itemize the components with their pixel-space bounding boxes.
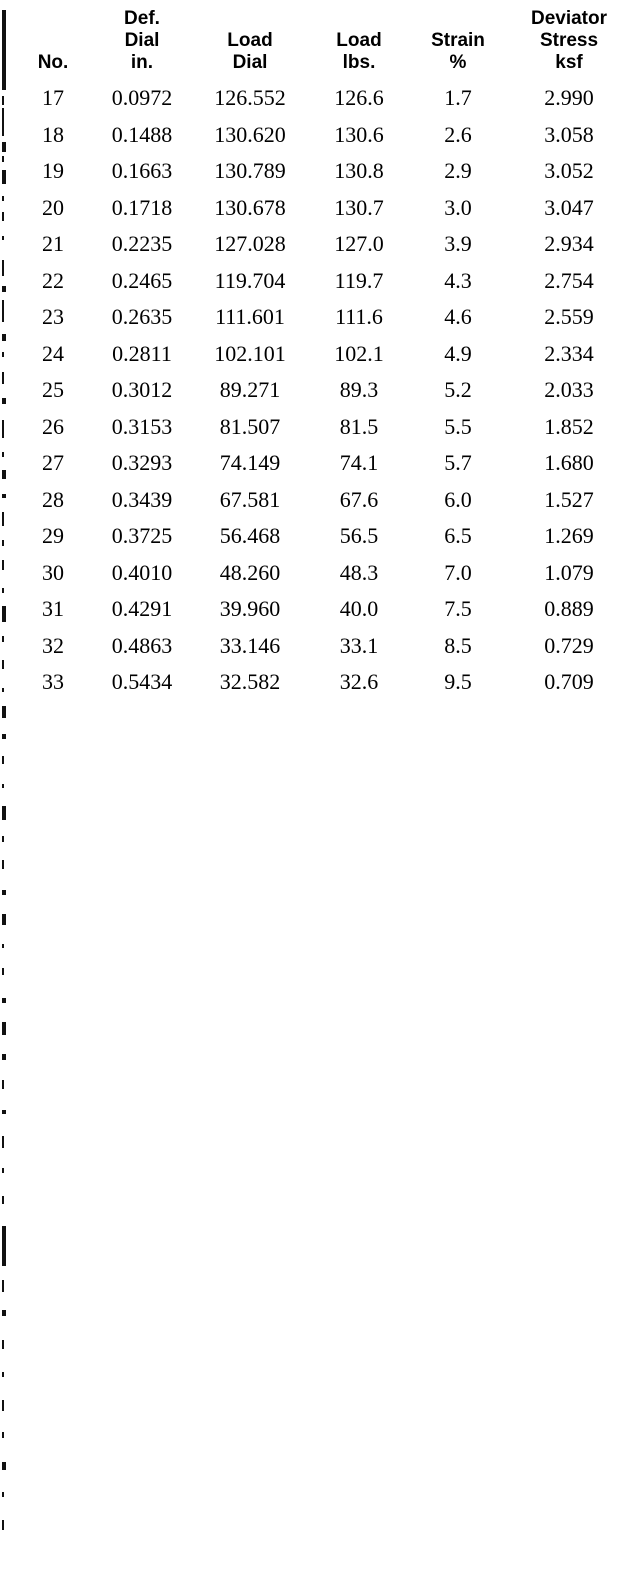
scan-speckle: [2, 1372, 4, 1377]
scan-speckle: [2, 1310, 6, 1316]
cell-strain: 4.6: [444, 304, 472, 329]
scan-speckle: [2, 890, 6, 895]
scan-speckle: [2, 494, 6, 498]
cell-load_dial: 81.507: [219, 413, 281, 439]
scan-speckle: [2, 10, 6, 90]
cell-load_lbs: 130.7: [334, 194, 384, 220]
scan-speckle: [2, 1520, 4, 1530]
column-header-line: Dial: [232, 52, 268, 73]
scan-speckle: [2, 1280, 4, 1292]
column-header-line: [410, 8, 506, 30]
cell-dev_stress: 1.269: [544, 523, 594, 548]
cell-def_dial: 0.3012: [111, 377, 173, 402]
cell-dev_stress: 0.729: [544, 632, 594, 658]
cell-dev_stress: 2.334: [544, 340, 594, 366]
cell-no: 22: [42, 267, 64, 293]
scan-speckle: [2, 108, 4, 136]
scan-speckle: [2, 588, 4, 593]
cell-load_dial: 127.028: [214, 231, 286, 256]
cell-no: 19: [42, 158, 64, 183]
scan-speckle: [2, 636, 4, 642]
column-header-no: [14, 8, 92, 80]
scan-speckle: [2, 756, 4, 764]
cell-load_dial: 48.260: [219, 559, 281, 585]
cell-dev_stress: 3.052: [544, 158, 594, 183]
scan-speckle: [2, 944, 4, 948]
table-row: [14, 190, 632, 227]
scan-speckle: [2, 512, 4, 526]
cell-no: 21: [42, 231, 64, 256]
cell-no: 25: [42, 377, 64, 402]
table-row: [14, 555, 632, 592]
scan-speckle: [2, 1080, 4, 1089]
cell-strain: 7.5: [444, 596, 472, 621]
column-header-line: ksf: [555, 52, 583, 73]
table-row: [14, 372, 632, 409]
column-header-line: [192, 8, 308, 30]
scan-speckle: [2, 236, 4, 240]
cell-load_dial: 102.101: [214, 340, 286, 366]
scan-speckle: [2, 1136, 4, 1148]
cell-load_lbs: 102.1: [334, 340, 384, 366]
cell-def_dial: 0.3439: [111, 486, 173, 512]
scan-speckle: [2, 1054, 6, 1060]
cell-load_dial: 111.601: [215, 304, 285, 329]
cell-strain: 1.7: [444, 85, 472, 110]
column-header-line: lbs.: [342, 52, 376, 73]
scan-speckle: [2, 660, 4, 669]
scan-speckle: [2, 784, 4, 788]
column-header-load-lbs: [308, 8, 410, 80]
cell-load_dial: 74.149: [219, 450, 281, 475]
table-row: [14, 336, 632, 373]
cell-load_lbs: 119.7: [334, 267, 384, 293]
scan-speckle: [2, 1110, 6, 1114]
cell-load_dial: 33.146: [219, 632, 281, 658]
cell-strain: 3.9: [444, 231, 472, 256]
cell-def_dial: 0.3293: [111, 450, 173, 475]
cell-dev_stress: 1.527: [544, 486, 594, 512]
cell-def_dial: 0.3153: [111, 413, 173, 439]
cell-no: 29: [42, 523, 64, 548]
column-header-line: Stress: [539, 30, 599, 51]
document-page: [14, 0, 640, 1576]
scan-speckle: [2, 688, 4, 692]
scan-speckle: [2, 156, 4, 162]
column-header-strain: [410, 8, 506, 80]
cell-load_lbs: 111.6: [335, 304, 383, 329]
cell-no: 20: [42, 194, 64, 220]
column-header-line: Def.: [124, 8, 160, 29]
scan-speckle: [2, 1226, 6, 1266]
cell-dev_stress: 1.680: [544, 450, 594, 475]
scan-speckle: [2, 706, 6, 718]
scan-speckle: [2, 420, 4, 438]
cell-strain: 3.0: [444, 194, 472, 220]
scan-speckle: [2, 352, 4, 357]
cell-load_dial: 126.552: [214, 85, 286, 110]
scan-speckle: [2, 1400, 4, 1411]
table-row: [14, 664, 632, 701]
cell-no: 17: [42, 85, 64, 110]
column-header-def-dial: [92, 8, 192, 80]
cell-strain: 5.2: [444, 377, 472, 402]
cell-no: 24: [42, 340, 64, 366]
cell-no: 27: [42, 450, 64, 475]
cell-def_dial: 0.5434: [111, 669, 173, 694]
column-header-line: No.: [37, 52, 69, 73]
cell-dev_stress: 0.889: [544, 596, 594, 621]
scan-speckle: [2, 998, 6, 1003]
table-row: [14, 409, 632, 446]
table-row: [14, 591, 632, 628]
cell-no: 31: [42, 596, 64, 621]
cell-strain: 4.9: [444, 340, 472, 366]
cell-load_lbs: 81.5: [339, 413, 379, 439]
cell-load_lbs: 33.1: [339, 632, 379, 658]
cell-load_dial: 56.468: [219, 523, 281, 548]
cell-strain: 5.7: [444, 450, 472, 475]
scan-speckle: [2, 170, 6, 184]
scan-edge-artifact: [0, 0, 14, 1576]
scan-speckle: [2, 260, 4, 276]
table-row: [14, 117, 632, 154]
cell-def_dial: 0.4863: [111, 632, 173, 658]
scan-speckle: [2, 96, 4, 105]
scan-speckle: [2, 1022, 6, 1035]
cell-dev_stress: 2.559: [544, 304, 594, 329]
cell-no: 18: [42, 121, 64, 147]
scan-speckle: [2, 470, 6, 479]
cell-load_lbs: 56.5: [339, 523, 379, 548]
cell-strain: 5.5: [444, 413, 472, 439]
table-row: [14, 226, 632, 263]
scan-speckle: [2, 334, 6, 341]
column-header-dev-stress: [506, 8, 632, 80]
cell-strain: 2.6: [444, 121, 472, 147]
cell-no: 23: [42, 304, 64, 329]
scan-speckle: [2, 212, 4, 221]
cell-strain: 2.9: [444, 158, 472, 183]
table-row: [14, 482, 632, 519]
cell-load_dial: 130.789: [214, 158, 286, 183]
cell-load_lbs: 130.8: [334, 158, 384, 183]
scan-speckle: [2, 968, 4, 975]
cell-load_dial: 119.704: [214, 267, 286, 293]
cell-load_dial: 39.960: [219, 596, 281, 621]
scan-speckle: [2, 836, 4, 842]
cell-def_dial: 0.4010: [111, 559, 173, 585]
table-row: [14, 299, 632, 336]
table-row: [14, 80, 632, 117]
cell-def_dial: 0.2465: [111, 267, 173, 293]
cell-def_dial: 0.1488: [111, 121, 173, 147]
cell-def_dial: 0.4291: [111, 596, 173, 621]
cell-load_lbs: 67.6: [339, 486, 379, 512]
scan-speckle: [2, 398, 6, 404]
cell-dev_stress: 3.058: [544, 121, 594, 147]
column-header-line: Load: [227, 30, 273, 51]
column-header-line: Deviator: [530, 8, 608, 29]
cell-dev_stress: 3.047: [544, 194, 594, 220]
table-header: [14, 8, 632, 80]
cell-load_lbs: 40.0: [339, 596, 379, 621]
cell-load_lbs: 130.6: [334, 121, 384, 147]
cell-def_dial: 0.2635: [111, 304, 173, 329]
cell-load_dial: 89.271: [219, 377, 281, 402]
cell-dev_stress: 2.754: [544, 267, 594, 293]
cell-strain: 4.3: [444, 267, 472, 293]
scan-speckle: [2, 860, 4, 869]
cell-load_dial: 67.581: [219, 486, 281, 512]
cell-no: 32: [42, 632, 64, 658]
scan-speckle: [2, 1340, 4, 1349]
scan-speckle: [2, 1196, 4, 1204]
cell-load_lbs: 89.3: [339, 377, 379, 402]
cell-no: 30: [42, 559, 64, 585]
scan-speckle: [2, 560, 4, 570]
scan-speckle: [2, 142, 6, 152]
cell-def_dial: 0.1663: [111, 158, 173, 183]
column-header-line: [14, 30, 92, 52]
scan-speckle: [2, 452, 4, 457]
column-header-line: %: [449, 52, 467, 73]
scan-speckle: [2, 606, 6, 622]
scan-speckle: [2, 1462, 6, 1470]
cell-strain: 8.5: [444, 632, 472, 658]
column-header-line: Dial: [124, 30, 160, 51]
cell-dev_stress: 2.934: [544, 231, 594, 256]
cell-no: 28: [42, 486, 64, 512]
cell-load_dial: 130.678: [214, 194, 286, 220]
table-row: [14, 263, 632, 300]
table-header-row: [14, 8, 632, 80]
column-header-line: [14, 8, 92, 30]
cell-load_lbs: 127.0: [334, 231, 384, 256]
cell-def_dial: 0.3725: [111, 523, 173, 548]
column-header-line: [308, 8, 410, 30]
cell-dev_stress: 0.709: [544, 669, 594, 694]
cell-def_dial: 0.2811: [112, 340, 172, 366]
triaxial-test-data-table: [14, 8, 632, 701]
cell-load_dial: 130.620: [214, 121, 286, 147]
scan-speckle: [2, 372, 4, 384]
table-row: [14, 518, 632, 555]
cell-load_lbs: 74.1: [339, 450, 379, 475]
column-header-load-dial: [192, 8, 308, 80]
cell-def_dial: 0.0972: [111, 85, 173, 110]
cell-strain: 6.0: [444, 486, 472, 512]
scan-speckle: [2, 300, 4, 322]
scan-speckle: [2, 914, 6, 925]
cell-dev_stress: 2.990: [544, 85, 594, 110]
table-row: [14, 153, 632, 190]
column-header-line: in.: [130, 52, 154, 73]
table-body: [14, 80, 632, 701]
cell-strain: 7.0: [444, 559, 472, 585]
scan-speckle: [2, 196, 4, 201]
cell-load_lbs: 48.3: [339, 559, 379, 585]
scan-speckle: [2, 1168, 4, 1173]
column-header-line: Load: [336, 30, 382, 51]
table-row: [14, 628, 632, 665]
cell-load_dial: 32.582: [219, 669, 281, 694]
scan-speckle: [2, 1492, 4, 1497]
column-header-line: Strain: [431, 30, 485, 51]
table-row: [14, 445, 632, 482]
scan-speckle: [2, 806, 6, 820]
cell-strain: 9.5: [444, 669, 472, 694]
cell-dev_stress: 1.852: [544, 413, 594, 439]
cell-no: 26: [42, 413, 64, 439]
cell-strain: 6.5: [444, 523, 472, 548]
cell-dev_stress: 1.079: [544, 559, 594, 585]
cell-def_dial: 0.1718: [111, 194, 173, 220]
cell-load_lbs: 32.6: [339, 669, 379, 694]
cell-dev_stress: 2.033: [544, 377, 594, 402]
cell-no: 33: [42, 669, 64, 694]
scan-speckle: [2, 540, 4, 546]
scan-speckle: [2, 734, 6, 739]
scan-speckle: [2, 1432, 4, 1438]
cell-def_dial: 0.2235: [111, 231, 173, 256]
cell-load_lbs: 126.6: [334, 85, 384, 110]
scan-speckle: [2, 286, 6, 292]
